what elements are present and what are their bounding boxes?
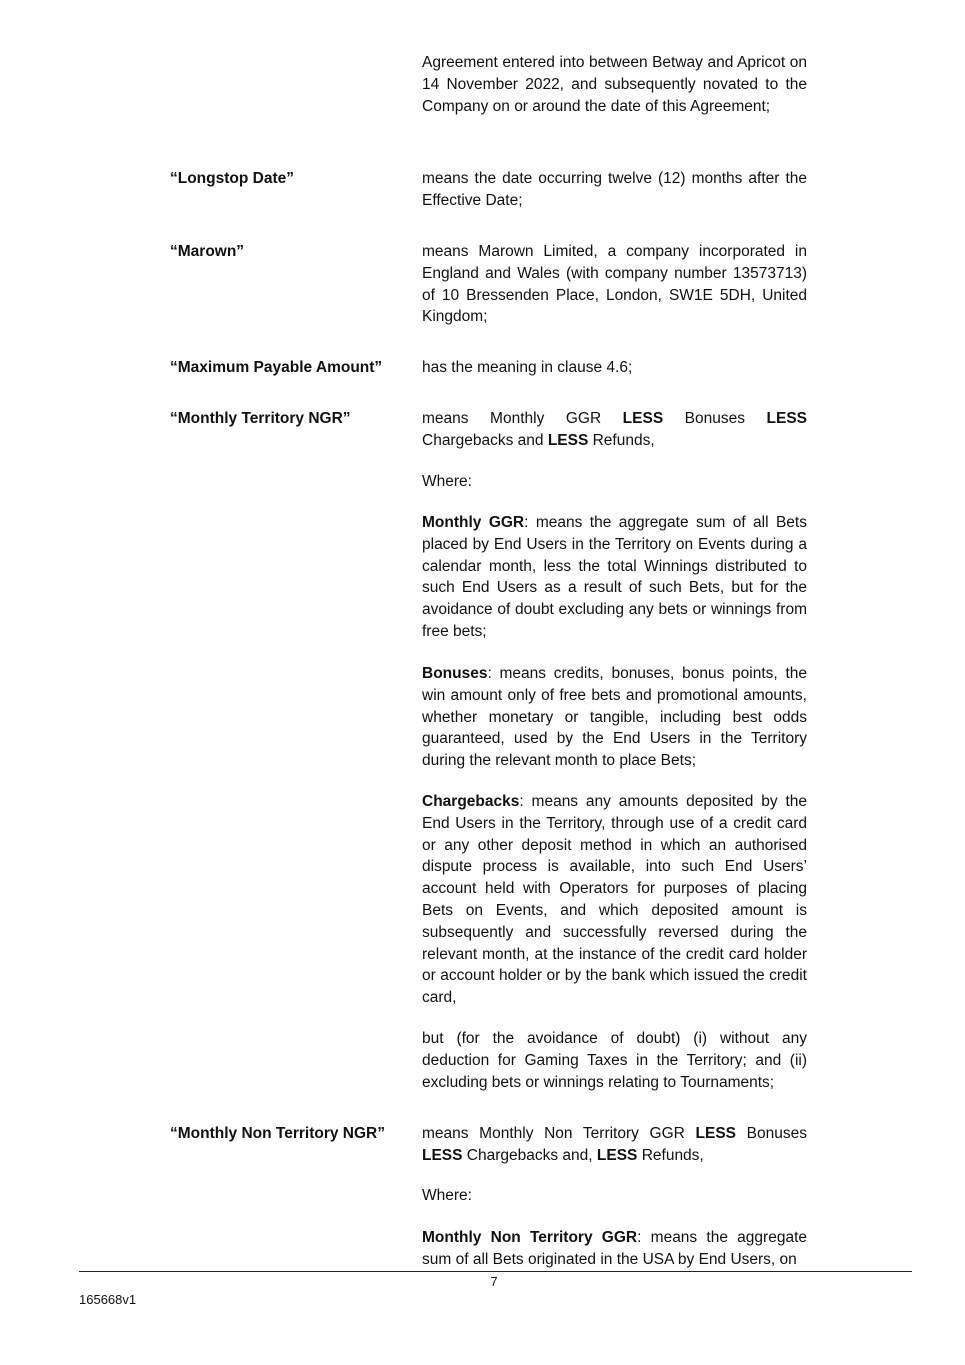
chargebacks-paragraph: Chargebacks: means any amounts deposited by the End Users in the Territory, through use of a credit card or any other deposit method in which an authorised dispute process is available, into such End Users’ account held with Operators for purposes of placing Bets on Events, and which deposited amount is subsequently and successfully reversed during the relevant month, at the instance of the credit card holder or account holder or by the bank which issued the credit card, bbox=[422, 793, 807, 1007]
where-label-non-territory: Where: bbox=[422, 1187, 472, 1204]
page-number: 7 bbox=[490, 1274, 498, 1289]
monthly-ggr-paragraph: Monthly GGR: means the aggregate sum of all Bets placed by End Users in the Territory on Events during a calendar month, less the total Winnings distributed to such End Users as a result of such Bets, but for the avoidance of doubt excluding any bets or winnings from free bets; bbox=[422, 514, 807, 640]
definition-marown: means Marown Limited, a company incorporated in England and Wales (with company number 13573713) of 10 Bressenden Place, London, SW1E 5DH, United Kingdom; bbox=[422, 243, 807, 326]
footer-divider bbox=[79, 1271, 912, 1272]
document-id: 165668v1 bbox=[79, 1292, 137, 1307]
intro-paragraph: Agreement entered into between Betway and Apricot on 14 November 2022, and subsequently novated to the Company on or around the date of this Agreement; bbox=[422, 54, 807, 115]
bonuses-paragraph: Bonuses: means credits, bonuses, bonus points, the win amount only of free bets and promotional amounts, whether monetary or tangible, including best odds guaranteed, used by the End Users in the Territory during the relevant month to place Bets; bbox=[422, 665, 807, 770]
term-marown: “Marown” bbox=[170, 243, 245, 260]
term-longstop-date: “Longstop Date” bbox=[170, 170, 294, 187]
avoidance-of-doubt-paragraph: but (for the avoidance of doubt) (i) without any deduction for Gaming Taxes in the Territory; and (ii) excluding bets or winnings relating to Tournaments; bbox=[422, 1030, 807, 1091]
term-monthly-territory-ngr: “Monthly Territory NGR” bbox=[170, 410, 351, 427]
monthly-non-territory-ggr-paragraph: Monthly Non Territory GGR: means the aggregate sum of all Bets originated in the USA by End Users, on bbox=[422, 1229, 807, 1268]
definition-longstop-date: means the date occurring twelve (12) months after the Effective Date; bbox=[422, 170, 807, 209]
definition-maximum-payable-amount: has the meaning in clause 4.6; bbox=[422, 359, 633, 376]
definition-monthly-non-territory-ngr: means Monthly Non Territory GGR LESS Bonuses LESS Chargebacks and, LESS Refunds, bbox=[422, 1125, 807, 1164]
definition-monthly-territory-ngr: means Monthly GGR LESS Bonuses LESS Chargebacks and LESS Refunds, bbox=[422, 410, 807, 449]
term-monthly-non-territory-ngr: “Monthly Non Territory NGR” bbox=[170, 1125, 385, 1142]
term-maximum-payable-amount: “Maximum Payable Amount” bbox=[170, 359, 383, 376]
where-label: Where: bbox=[422, 473, 472, 490]
